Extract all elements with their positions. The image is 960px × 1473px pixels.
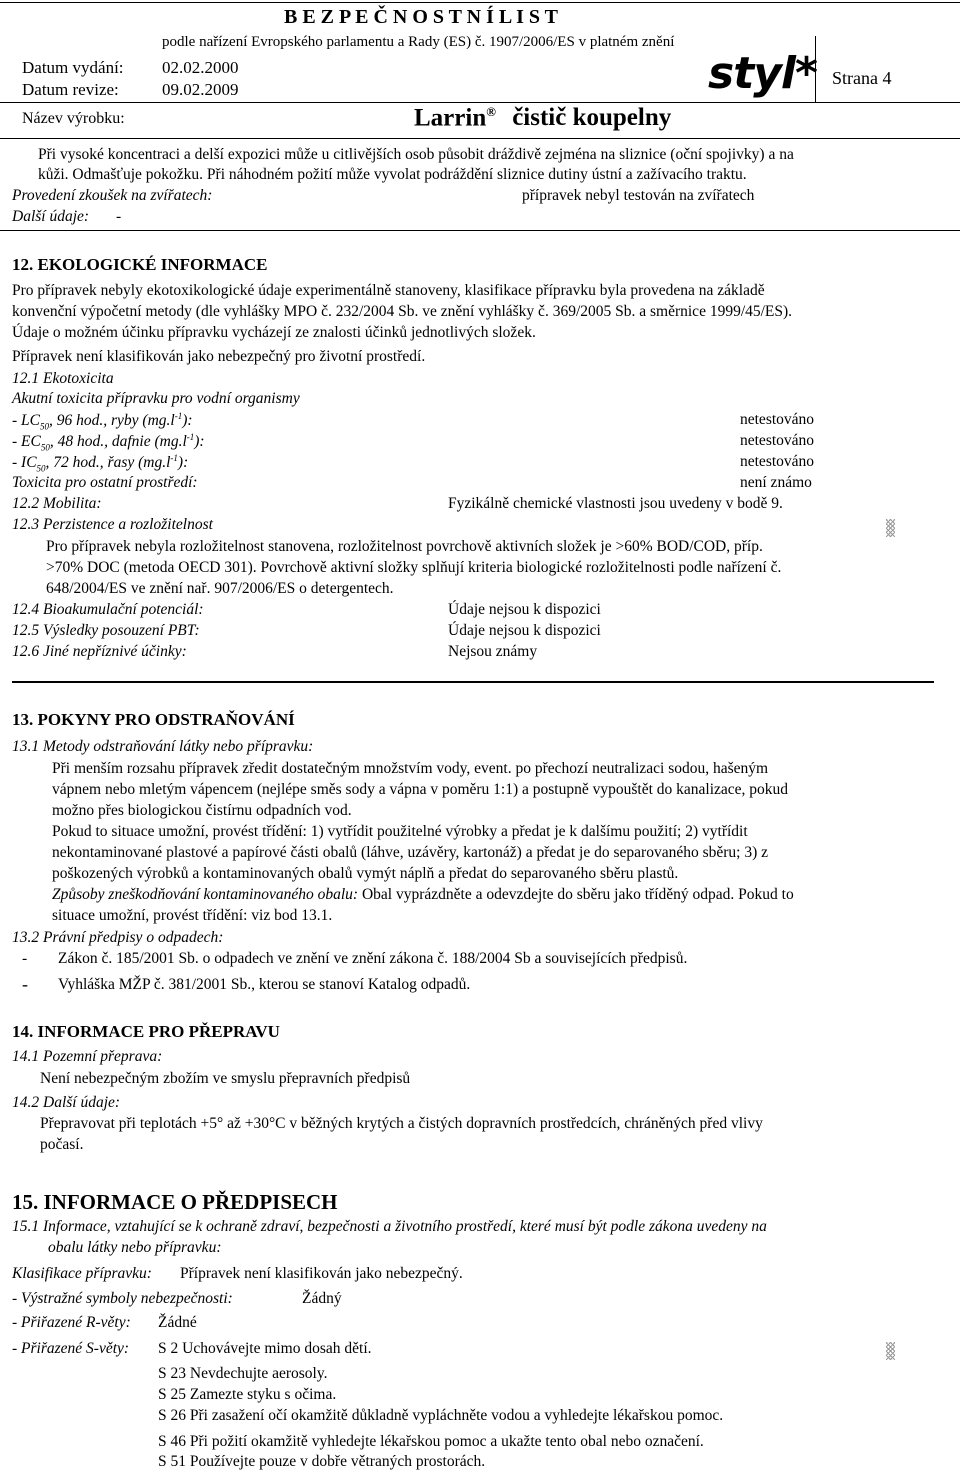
law-1-dash: -	[22, 950, 28, 967]
product-name	[414, 104, 671, 132]
effects-line-1: Při vysoké koncentraci a delší expozici může u citlivějších osob působit dráždivě zejména na sliznice (oční spojivky) a na	[38, 146, 794, 163]
section-14-heading: 14. INFORMACE PRO PŘEPRAVU	[12, 1022, 280, 1041]
s13-p2-line-2: nekontaminované plastové a papírové části obalů (láhve, uzávěry, kartonáž) a předat je do separovaného sběru; 3) z	[52, 844, 769, 861]
issue-date: 02.02.2000	[162, 58, 239, 77]
s14-1-text: Není nebezpečným zbožím ve smyslu přepravních předpisů	[40, 1070, 411, 1087]
s13-p3-line-1	[52, 886, 794, 904]
tox-ec50-sub: 50	[40, 442, 50, 453]
section-13-heading: 13. POKYNY PRO ODSTRAŇOVÁNÍ	[12, 710, 295, 729]
persistence-line-1: Pro přípravek nebyla rozložitelnost stanovena, rozložitelnost povrchově aktivních složek je >60% BOD/COD, příp.	[46, 538, 763, 555]
styl-logo: styl*	[708, 48, 817, 99]
tox-lc50-prefix: - LC	[12, 412, 40, 430]
s12-p1-line-2: konvenční výpočetní metody (dle vyhlášky MPO č. 232/2004 Sb. ve znění vyhlášky č. 369/2005 Sb. a směrnice 1999/45/ES).	[12, 303, 793, 320]
other-data-value: -	[116, 208, 122, 225]
issue-date-label: Datum vydání:	[22, 58, 124, 77]
r-phrases-label: - Přiřazené R-věty:	[12, 1314, 131, 1331]
animal-tests-value: přípravek nebyl testován na zvířatech	[522, 187, 755, 204]
s-phrase: S 46 Při požití okamžitě vyhledejte lékařskou pomoc a ukažte tento obal nebo označení.	[158, 1433, 704, 1450]
tox-ic50-sup: -1	[170, 453, 178, 463]
aquatic-toxicity-label: Akutní toxicita přípravku pro vodní organismy	[12, 390, 300, 407]
hazard-symbols-label: - Výstražné symboly nebezpečnosti:	[12, 1290, 233, 1307]
law-1: Zákon č. 185/2001 Sb. o odpadech ve znění ve znění zákona č. 188/2004 Sb a souvisejících předpisů.	[58, 950, 688, 967]
s12-p1-line-1: Pro přípravek nebyly ekotoxikologické údaje experimentálně stanoveny, klasifikace přípravku byla provedena na základě	[12, 282, 765, 299]
tox-ec50-sup: -1	[186, 432, 195, 442]
tox-lc50-text: , 96 hod., ryby (mg.l	[49, 412, 175, 430]
tox-ic50-end: ):	[177, 454, 189, 472]
persistence-label: 12.3 Perzistence a rozložitelnost	[12, 516, 213, 533]
pbt-label: 12.5 Výsledky posouzení PBT:	[12, 622, 200, 639]
tox-row-ec50	[12, 432, 205, 452]
product-name-main: Larrin	[414, 104, 487, 132]
margin-mark	[886, 1342, 895, 1360]
s13-p3-label: Způsoby zneškodňování kontaminovaného obalu:	[52, 886, 359, 903]
header-mid-rule	[0, 102, 960, 103]
s-phrase: S 26 Při zasažení očí okamžitě důkladně vypláchněte vodou a vyhledejte lékařskou pomoc.	[158, 1407, 724, 1424]
s13-p1-line-3: možno přes biologickou čistírnu odpadních vod.	[52, 802, 352, 819]
s13-p3-text: Obal vyprázdněte a odevzdejte do sběru jako tříděný odpad. Pokud to	[361, 886, 794, 903]
adverse-effects-label: 12.6 Jiné nepříznivé účinky:	[12, 643, 187, 660]
s-phrase: S 23 Nevdechujte aerosoly.	[158, 1365, 328, 1382]
other-data-label: Další údaje:	[12, 208, 90, 225]
tox-row-lc50	[12, 411, 193, 431]
tox-lc50-sup: -1	[174, 411, 183, 421]
s13-1-heading: 13.1 Metody odstraňování látky nebo přípravku:	[12, 738, 314, 755]
tox-ec50-value: netestováno	[740, 432, 815, 449]
revision-date-label: Datum revize:	[22, 80, 119, 99]
persistence-line-3: 648/2004/ES ve znění nař. 907/2006/ES o detergentech.	[46, 580, 394, 597]
tox-ic50-prefix: - IC	[12, 454, 37, 472]
product-label: Název výrobku:	[22, 110, 125, 127]
s13-p1-line-1: Při menším rozsahu přípravek zředit dostatečným množstvím vody, event. po přechozí neutralizaci sodou, hašeným	[52, 760, 769, 777]
s-phrase: S 2 Uchovávejte mimo dosah dětí.	[158, 1340, 372, 1357]
section-divider	[0, 230, 960, 231]
tox-row-ic50	[12, 453, 188, 473]
s-phrases-label: - Přiřazené S-věty:	[12, 1340, 130, 1357]
other-env-toxicity-value: není známo	[740, 474, 812, 491]
bioaccumulation-value: Údaje nejsou k dispozici	[448, 601, 601, 618]
s13-p3-line-2: situace umožní, provést třídění: viz bod 13.1.	[52, 907, 333, 924]
bioaccumulation-label: 12.4 Bioakumulační potenciál:	[12, 601, 204, 618]
header-top-rule	[0, 2, 960, 3]
s14-2-heading: 14.2 Další údaje:	[12, 1094, 121, 1111]
s12-1-heading: 12.1 Ekotoxicita	[12, 370, 114, 387]
s14-2-line-1: Přepravovat při teplotách +5° až +30°C v běžných krytých a čistých dopravních prostředcích, chráněných před vlivy	[40, 1115, 763, 1132]
tox-ec50-text: , 48 hod., dafnie (mg.l	[49, 433, 187, 451]
s13-p2-line-3: poškozených výrobků a kontaminovaných obalů vymýt náplň a předat do separovaného sběru plastů.	[52, 865, 679, 882]
r-phrases-value: Žádné	[158, 1314, 197, 1331]
s15-1-line-2: obalu látky nebo přípravku:	[48, 1239, 222, 1256]
mobility-value: Fyzikálně chemické vlastnosti jsou uvedeny v bodě 9.	[448, 495, 783, 512]
s14-1-heading: 14.1 Pozemní přeprava:	[12, 1048, 163, 1065]
pbt-value: Údaje nejsou k dispozici	[448, 622, 601, 639]
animal-tests-label: Provedení zkoušek na zvířatech:	[12, 187, 213, 204]
product-name-rest: čistič koupelny	[512, 104, 672, 132]
section-12-end-rule	[12, 681, 934, 683]
s13-2-heading: 13.2 Právní předpisy o odpadech:	[12, 929, 224, 946]
classification-label: Klasifikace přípravku:	[12, 1265, 152, 1282]
revision-date: 09.02.2009	[162, 80, 239, 99]
tox-lc50-value: netestováno	[740, 411, 815, 428]
s13-p1-line-2: vápnem nebo mletým vápencem (nejlépe směs sody a vápna v poměru 1:1) a postupně vypouštět do kanalizace, pokud	[52, 781, 789, 798]
s12-p1-line-3: Údaje o možném účinku přípravku vycházejí ze znalosti účinků jednotlivých složek.	[12, 324, 536, 341]
law-2-dash: -	[22, 974, 28, 994]
s-phrase: S 25 Zamezte styku s očima.	[158, 1386, 337, 1403]
header-bottom-rule	[0, 138, 960, 139]
section-12-heading: 12. EKOLOGICKÉ INFORMACE	[12, 255, 268, 274]
document-title: B E Z P E Č N O S T N Í L I S T	[284, 6, 559, 28]
document-subtitle: podle nařízení Evropského parlamentu a Rady (ES) č. 1907/2006/ES v platném znění	[162, 34, 675, 50]
tox-ic50-value: netestováno	[740, 453, 815, 470]
page-box-divider	[815, 36, 816, 102]
tox-ic50-text: , 72 hod., řasy (mg.l	[45, 454, 171, 472]
mobility-label: 12.2 Mobilita:	[12, 495, 102, 512]
tox-ic50-sub: 50	[36, 463, 46, 474]
hazard-symbols-value: Žádný	[302, 1290, 342, 1307]
s15-1-line-1: 15.1 Informace, vztahující se k ochraně zdraví, bezpečnosti a životního prostředí, které musí být podle zákona uvedeny na	[12, 1218, 767, 1235]
classification-value: Přípravek není klasifikován jako nebezpečný.	[180, 1265, 463, 1282]
adverse-effects-value: Nejsou známy	[448, 643, 538, 660]
s-phrase: S 51 Používejte pouze v dobře větraných prostorách.	[158, 1453, 486, 1470]
tox-ec50-end: ):	[194, 433, 205, 451]
other-env-toxicity-label: Toxicita pro ostatní prostředí:	[12, 474, 198, 491]
section-15-heading: 15. INFORMACE O PŘEDPISECH	[12, 1190, 338, 1214]
persistence-line-2: >70% DOC (metoda OECD 301). Povrchově aktivní složky splňují kriteria biologické rozložitelnosti podle nařízení č.	[46, 559, 782, 576]
tox-ec50-prefix: - EC	[12, 433, 41, 451]
page-number: Strana 4	[832, 68, 892, 88]
s14-2-line-2: počasí.	[40, 1136, 84, 1153]
tox-lc50-end: ):	[182, 412, 193, 430]
registered-mark: ®	[486, 104, 496, 119]
tox-lc50-sub: 50	[40, 421, 49, 432]
effects-line-2: kůži. Odmašťuje pokožku. Při náhodném požití může vyvolat podráždění sliznice dutiny ústní a zažívacího traktu.	[38, 166, 747, 183]
law-2: Vyhláška MŽP č. 381/2001 Sb., kterou se stanoví Katalog odpadů.	[58, 976, 471, 993]
s13-p2-line-1: Pokud to situace umožní, provést třídění: 1) vytřídit použitelné výrobky a předat je k dalšímu použití; 2) vytřídit	[52, 823, 748, 840]
margin-mark	[886, 519, 895, 537]
s12-p2: Přípravek není klasifikován jako nebezpečný pro životní prostředí.	[12, 348, 426, 365]
